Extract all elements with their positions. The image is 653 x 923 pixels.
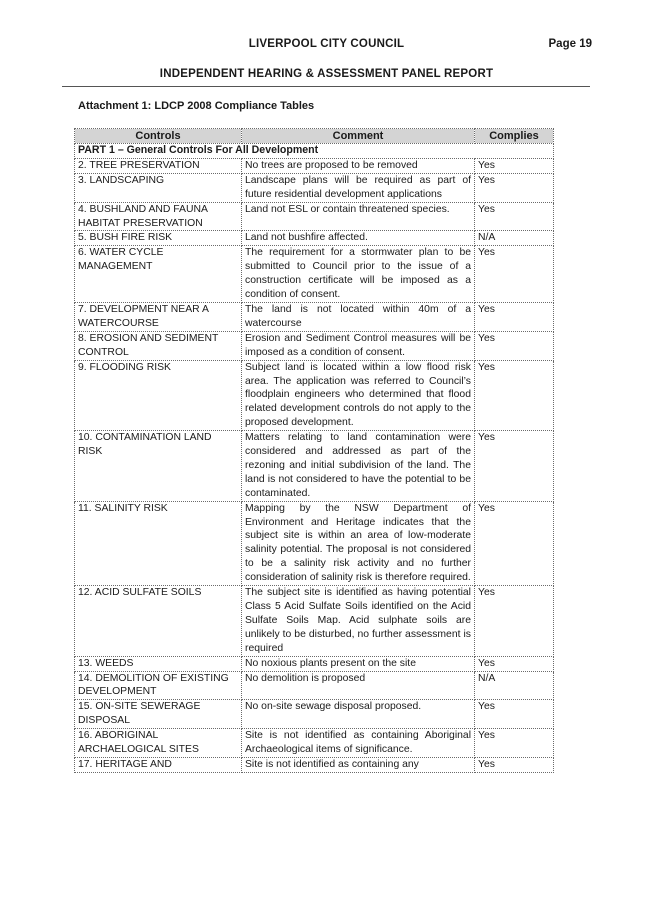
control-cell: 4. BUSHLAND AND FAUNA HABITAT PRESERVATION [75, 202, 242, 231]
table-row [75, 231, 554, 246]
comment-cell: No demolition is proposed [242, 671, 475, 700]
complies-cell: Yes [475, 158, 554, 173]
control-cell: 5. BUSH FIRE RISK [75, 231, 242, 246]
table-row [75, 757, 554, 772]
comment-cell: Erosion and Sediment Control measures will be imposed as a condition of consent. [242, 331, 475, 360]
comment-cell: Land not bushfire affected. [242, 231, 475, 246]
complies-cell: Yes [475, 656, 554, 671]
control-cell: 12. ACID SULFATE SOILS [75, 586, 242, 657]
complies-cell: Yes [475, 586, 554, 657]
column-header-complies: Complies [475, 129, 554, 144]
complies-cell: Yes [475, 302, 554, 331]
control-cell: 7. DEVELOPMENT NEAR A WATERCOURSE [75, 302, 242, 331]
control-cell: 11. SALINITY RISK [75, 501, 242, 585]
table-row [75, 586, 554, 657]
complies-cell: Yes [475, 331, 554, 360]
control-cell: 10. CONTAMINATION LAND RISK [75, 431, 242, 502]
comment-cell: Site is not identified as containing Aboriginal Archaeological items of significance. [242, 729, 475, 758]
table-row [75, 671, 554, 700]
complies-cell: Yes [475, 431, 554, 502]
council-name: LIVERPOOL CITY COUNCIL [248, 38, 405, 50]
comment-cell: Matters relating to land contamination were considered and addressed as part of the rezoning and initial subdivision of the land. The land is not considered to have the potential to be contaminated. [242, 431, 475, 502]
table-row [75, 729, 554, 758]
control-cell: 15. ON-SITE SEWERAGE DISPOSAL [75, 700, 242, 729]
table-row [75, 700, 554, 729]
table-header-row [75, 129, 554, 144]
complies-cell: Yes [475, 501, 554, 585]
column-header-controls: Controls [75, 129, 242, 144]
comment-cell: The subject site is identified as having potential Class 5 Acid Sulfate Soils identified on the Acid Sulfate Soils Map. Acid sulphate soils are unlikely to be disturbed, no further assessment is required [242, 586, 475, 657]
table-row [75, 360, 554, 431]
control-cell: 6. WATER CYCLE MANAGEMENT [75, 246, 242, 303]
complies-cell: Yes [475, 360, 554, 431]
comment-cell: Site is not identified as containing any [242, 757, 475, 772]
part-heading: PART 1 – General Controls For All Development [75, 144, 554, 159]
table-row [75, 202, 554, 231]
compliance-table [74, 128, 554, 773]
control-cell: 3. LANDSCAPING [75, 173, 242, 202]
control-cell: 14. DEMOLITION OF EXISTING DEVELOPMENT [75, 671, 242, 700]
column-header-comment: Comment [242, 129, 475, 144]
comment-cell: The land is not located within 40m of a watercourse [242, 302, 475, 331]
complies-cell: N/A [475, 671, 554, 700]
complies-cell: Yes [475, 246, 554, 303]
table-row [75, 246, 554, 303]
table-row [75, 173, 554, 202]
complies-cell: Yes [475, 757, 554, 772]
comment-cell: Landscape plans will be required as part of future residential development applications [242, 173, 475, 202]
table-row [75, 501, 554, 585]
complies-cell: N/A [475, 231, 554, 246]
complies-cell: Yes [475, 729, 554, 758]
control-cell: 13. WEEDS [75, 656, 242, 671]
page-number: Page 19 [548, 38, 592, 50]
control-cell: 9. FLOODING RISK [75, 360, 242, 431]
table-row [75, 331, 554, 360]
comment-cell: Subject land is located within a low flood risk area. The application was referred to Council’s floodplain engineers who determined that flood related development controls do not apply to the proposed development. [242, 360, 475, 431]
complies-cell: Yes [475, 700, 554, 729]
comment-cell: No trees are proposed to be removed [242, 158, 475, 173]
table-row [75, 656, 554, 671]
comment-cell: Mapping by the NSW Department of Environment and Heritage indicates that the subject site is within an area of low-moderate salinity potential. The proposal is not considered to be a salinity risk activity and no further consideration of salinity risk is therefore required. [242, 501, 475, 585]
control-cell: 17. HERITAGE AND [75, 757, 242, 772]
complies-cell: Yes [475, 173, 554, 202]
control-cell: 8. EROSION AND SEDIMENT CONTROL [75, 331, 242, 360]
table-row [75, 158, 554, 173]
comment-cell: The requirement for a stormwater plan to be submitted to Council prior to the issue of a construction certificate will be imposed as a condition of consent. [242, 246, 475, 303]
table-body [75, 144, 554, 773]
table-row [75, 431, 554, 502]
attachment-title: Attachment 1: LDCP 2008 Compliance Tables [78, 100, 315, 112]
header-divider [62, 86, 590, 87]
control-cell: 16. ABORIGINAL ARCHAELOGICAL SITES [75, 729, 242, 758]
complies-cell: Yes [475, 202, 554, 231]
comment-cell: No on-site sewage disposal proposed. [242, 700, 475, 729]
report-title: INDEPENDENT HEARING & ASSESSMENT PANEL REPORT [159, 68, 494, 80]
part-heading-row [75, 144, 554, 159]
control-cell: 2. TREE PRESERVATION [75, 158, 242, 173]
comment-cell: Land not ESL or contain threatened species. [242, 202, 475, 231]
comment-cell: No noxious plants present on the site [242, 656, 475, 671]
table-row [75, 302, 554, 331]
